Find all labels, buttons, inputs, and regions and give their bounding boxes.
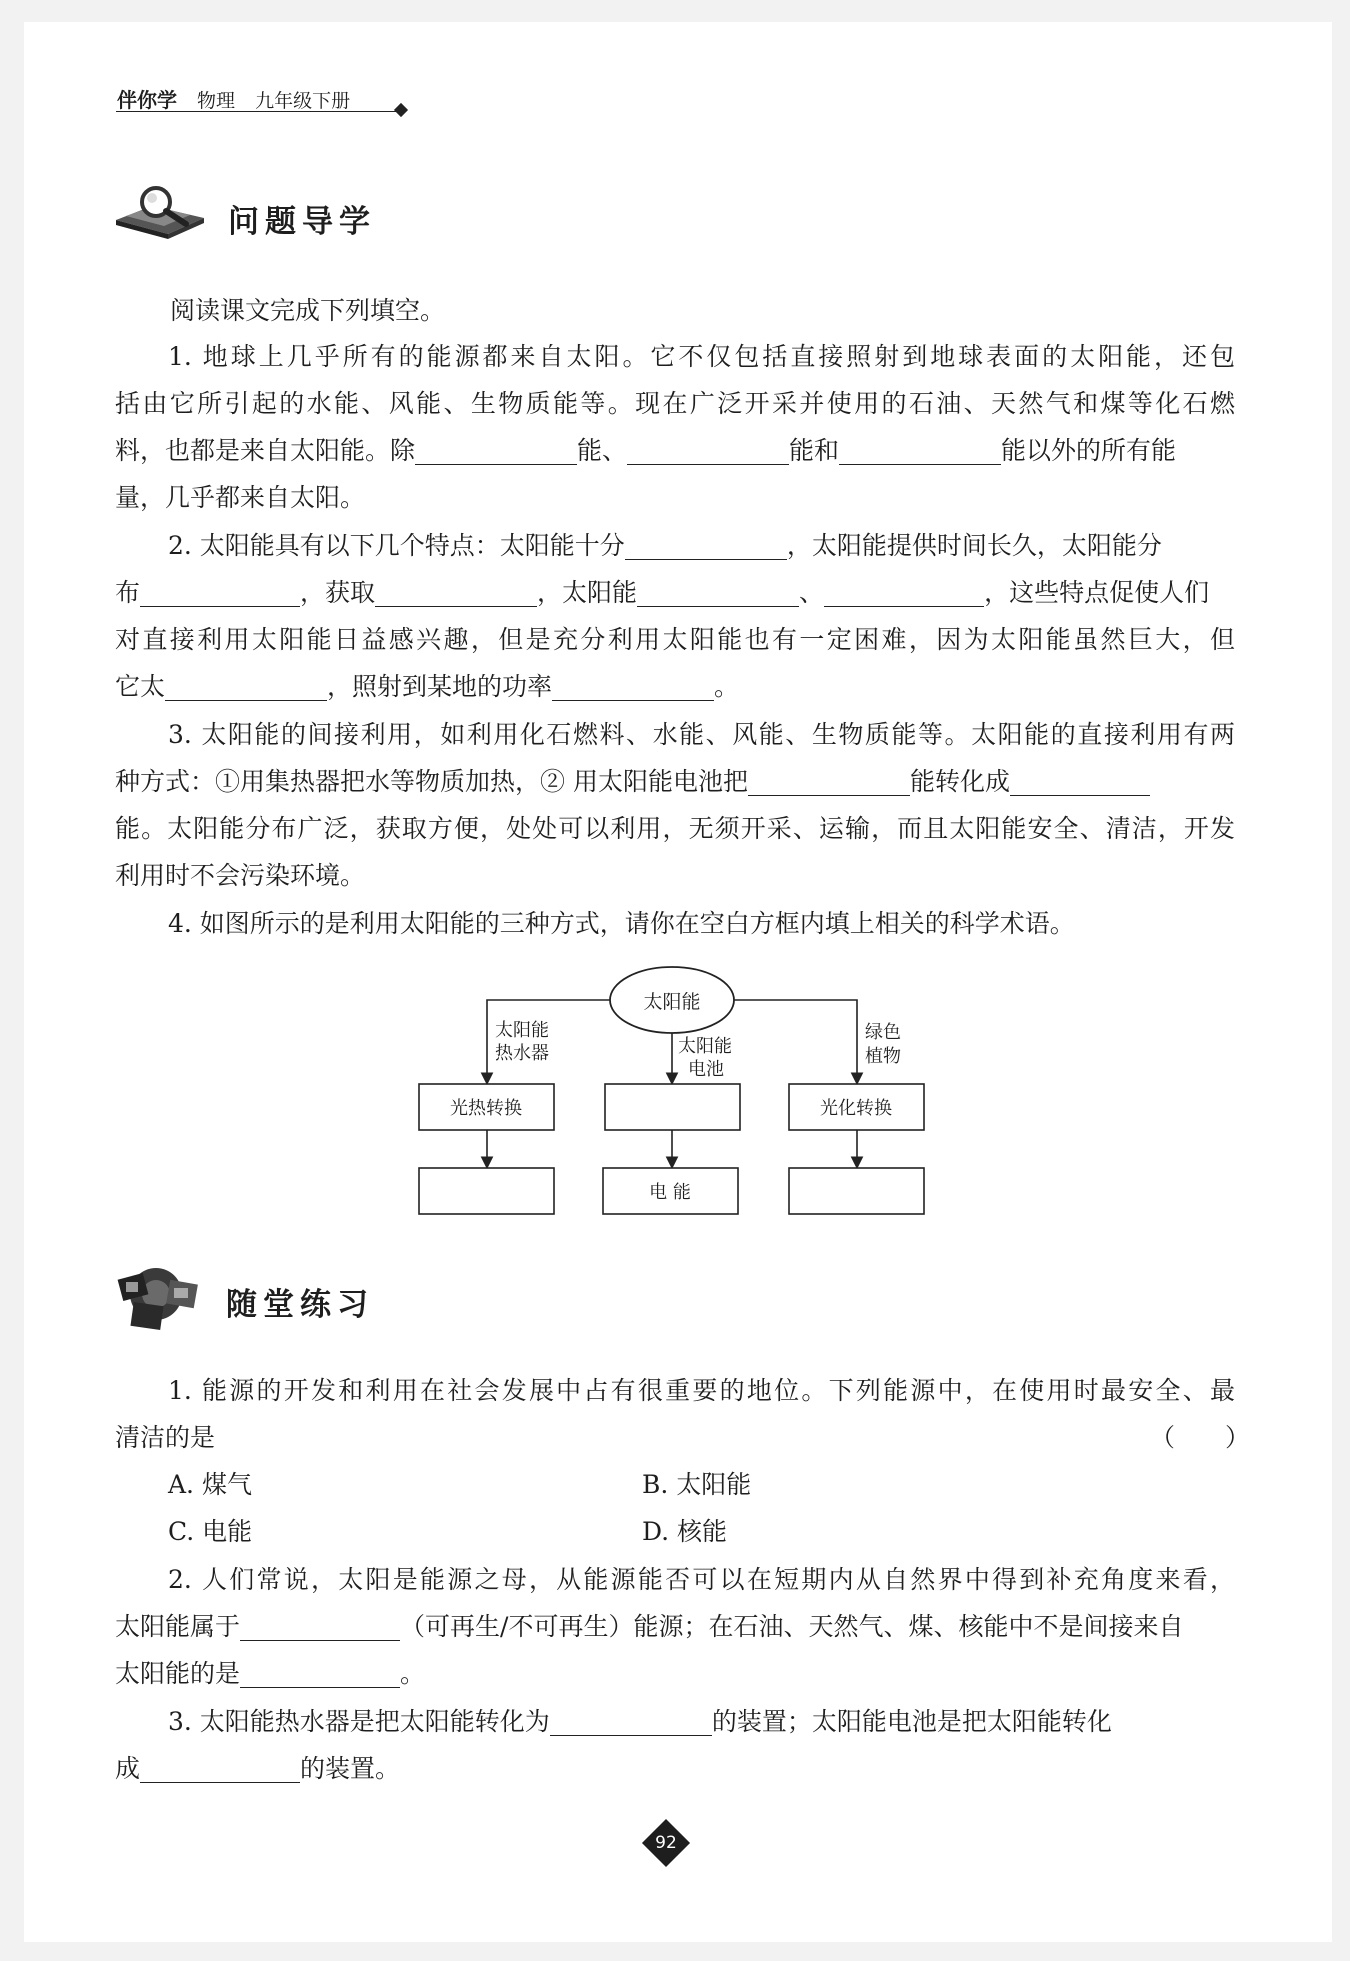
blank-10[interactable] — [552, 674, 714, 701]
answer-paren[interactable]: （ ） — [1150, 1423, 1251, 1452]
section-title-suitang: 随堂练习 — [226, 1287, 374, 1323]
q1-line-2: 括由它所引起的水能、风能、生物质能等。现在广泛开采并使用的石油、天然气和煤等化石燃 — [115, 389, 1235, 418]
ex2-text-b: （可再生/不可再生）能源；在石油、天然气、煤、核能中不是间接来自 — [400, 1612, 1184, 1641]
right-branch-label-1: 绿色 — [865, 1022, 901, 1043]
blank-6[interactable] — [375, 580, 537, 607]
q3-line-3: 能。太阳能分布广泛，获取方便，处处可以利用，无须开采、运输，而且太阳能安全、清洁，开发 — [115, 814, 1235, 843]
q2-text-f: 、 — [799, 578, 825, 607]
option-b[interactable]: B. 太阳能 — [642, 1470, 752, 1499]
q2-line-1 — [168, 530, 1235, 562]
right-branch-label-2: 植物 — [865, 1046, 901, 1067]
q2-text-g: ，这些特点促使人们 — [984, 578, 1210, 607]
q1-line-4: 量，几乎都来自太阳。 — [115, 483, 366, 512]
header-subject: 物理 — [197, 90, 236, 112]
mid-branch-label-1: 太阳能 — [678, 1036, 732, 1057]
ex2-text-c: 太阳能的是 — [115, 1659, 241, 1688]
q2-line-3: 对直接利用太阳能日益感兴趣，但是充分利用太阳能也有一定困难，因为太阳能虽然巨大，但 — [115, 625, 1235, 654]
blank-1[interactable] — [415, 438, 577, 465]
magnifier-books-icon — [112, 184, 212, 240]
ex3-text-c: 成 — [115, 1754, 141, 1783]
blank-12[interactable] — [1010, 769, 1150, 796]
gears-icon — [112, 1260, 204, 1332]
q3-text-a: 种方式：①用集热器把水等物质加热，② 用太阳能电池把 — [115, 767, 748, 796]
arrow-left-branch — [487, 1000, 610, 1082]
blank-9[interactable] — [165, 674, 327, 701]
header-rule — [116, 111, 406, 112]
option-d[interactable]: D. 核能 — [642, 1517, 728, 1546]
q4-line-1: 4. 如图所示的是利用太阳能的三种方式，请你在空白方框内填上相关的科学术语。 — [168, 909, 1075, 938]
q2-text-i: ，照射到某地的功率 — [327, 672, 553, 701]
ex1-line-2: 清洁的是 — [115, 1423, 216, 1452]
q1-line-3 — [115, 435, 1235, 467]
blank-7[interactable] — [637, 580, 799, 607]
box-left-bottom-blank[interactable] — [419, 1168, 554, 1214]
solar-energy-diagram — [380, 955, 980, 1225]
q1-text-c: 能和 — [789, 436, 840, 465]
q1-text-d: 能以外的所有能 — [1001, 436, 1177, 465]
blank-4[interactable] — [625, 533, 787, 560]
q2-line-4 — [115, 671, 1235, 703]
header-brand: 伴你学 — [117, 88, 177, 112]
blank-15[interactable] — [550, 1709, 712, 1736]
blank-8[interactable] — [824, 580, 984, 607]
ex3-text-a: 3. 太阳能热水器是把太阳能转化为 — [168, 1707, 550, 1736]
section-title-wenti: 问题导学 — [228, 204, 376, 240]
blank-16[interactable] — [140, 1756, 300, 1783]
box-left-top-label: 光热转换 — [450, 1098, 522, 1119]
mid-branch-label-2: 电池 — [688, 1059, 724, 1080]
box-mid-bottom-label: 电 能 — [649, 1182, 691, 1203]
arrow-right-branch — [734, 1000, 857, 1082]
header-grade: 九年级下册 — [255, 90, 351, 112]
q2-text-c: 布 — [115, 578, 141, 607]
sun-label: 太阳能 — [643, 991, 701, 1013]
q1-text-b: 能、 — [577, 436, 628, 465]
q3-line-2 — [115, 766, 1235, 798]
blank-14[interactable] — [240, 1661, 400, 1688]
ex3-line-1 — [168, 1706, 1235, 1738]
q3-line-1: 3. 太阳能的间接利用，如利用化石燃料、水能、风能、生物质能等。太阳能的直接利用有两 — [168, 720, 1235, 749]
ex2-line-3 — [115, 1658, 1235, 1690]
box-mid-top-blank[interactable] — [605, 1084, 740, 1130]
ex2-line-1: 2. 人们常说，太阳是能源之母，从能源能否可以在短期内从自然界中得到补充角度来看， — [168, 1565, 1235, 1594]
ex2-text-a: 太阳能属于 — [115, 1612, 241, 1641]
box-right-top-label: 光化转换 — [820, 1098, 892, 1119]
q3-text-b: 能转化成 — [909, 767, 1010, 796]
intro-text: 阅读课文完成下列填空。 — [170, 296, 446, 325]
q1-text-a: 料，也都是来自太阳能。除 — [115, 436, 416, 465]
blank-3[interactable] — [839, 438, 1001, 465]
blank-2[interactable] — [627, 438, 789, 465]
q2-line-2 — [115, 577, 1235, 609]
ex3-text-b: 的装置；太阳能电池是把太阳能转化 — [711, 1707, 1112, 1736]
ex2-line-2 — [115, 1611, 1235, 1643]
option-c[interactable]: C. 电能 — [168, 1517, 253, 1546]
q2-text-e: ，太阳能 — [537, 578, 638, 607]
ex1-line-1: 1. 能源的开发和利用在社会发展中占有很重要的地位。下列能源中，在使用时最安全、最 — [168, 1376, 1235, 1405]
q3-line-4: 利用时不会污染环境。 — [115, 861, 366, 890]
q2-text-b: ，太阳能提供时间长久，太阳能分 — [786, 531, 1162, 560]
q2-text-d: ，获取 — [300, 578, 376, 607]
blank-11[interactable] — [748, 769, 910, 796]
blank-13[interactable] — [240, 1614, 400, 1641]
q1-line-1: 1. 地球上几乎所有的能源都来自太阳。它不仅包括直接照射到地球表面的太阳能，还包 — [168, 342, 1235, 371]
ex3-text-d: 的装置。 — [300, 1754, 401, 1783]
running-header — [117, 84, 407, 112]
q2-text-a: 2. 太阳能具有以下几个特点：太阳能十分 — [168, 531, 625, 560]
page-number: 92 — [655, 1833, 677, 1853]
ex3-line-2 — [115, 1753, 1235, 1785]
blank-5[interactable] — [140, 580, 300, 607]
q2-text-h: 它太 — [115, 672, 166, 701]
ex2-text-d: 。 — [400, 1659, 426, 1688]
q2-text-j: 。 — [714, 672, 740, 701]
left-branch-label-2: 热水器 — [495, 1043, 549, 1064]
box-right-bottom-blank[interactable] — [789, 1168, 924, 1214]
option-a[interactable]: A. 煤气 — [168, 1470, 252, 1499]
left-branch-label-1: 太阳能 — [495, 1020, 549, 1041]
